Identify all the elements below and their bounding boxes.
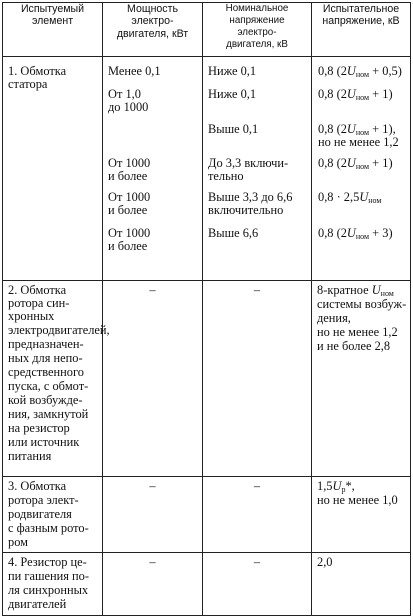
table-row (3, 57, 411, 281)
empty-dash: – (253, 479, 261, 493)
test-value: но не менее 1,2 (318, 135, 399, 149)
element-line: 4. Резистор це- (8, 555, 87, 569)
header-test-voltage: Испытательное напряжение, кВ (312, 3, 411, 57)
stator-subrows (103, 57, 411, 281)
element-line: родвигателя (8, 507, 72, 521)
element-line: ротора син- (8, 296, 70, 310)
empty-dash: – (149, 283, 156, 297)
element-line: электродвигателей, (8, 323, 110, 337)
voltage-value: До 3,3 включи- (208, 156, 289, 170)
element-line: средственного (8, 365, 84, 379)
empty-dash: – (149, 479, 156, 493)
element-line: ля синхронных (8, 583, 89, 597)
element-line: статора (8, 77, 48, 91)
voltage-value: Выше 3,3 до 6,6 (208, 190, 293, 204)
test-value: 0,8 $(2U_{ном} + 0,5)$ (318, 64, 402, 79)
power-cell (103, 281, 203, 477)
test-value: $1,5U_р*$, (317, 479, 355, 494)
element-cell (3, 477, 103, 553)
element-line: ния, замкнутой (8, 407, 89, 421)
test-value: и не более 2,8 (317, 339, 391, 353)
power-value: Менее 0,1 (108, 64, 161, 78)
element-line: двигателей (8, 597, 67, 611)
element-line: питания (8, 449, 52, 463)
power-value: до 1000 (108, 100, 149, 114)
voltage-cell (203, 553, 312, 616)
element-line: ротора элект- (8, 493, 79, 507)
voltage-value: Выше 0,1 (208, 122, 259, 136)
test-value: $0,8 \cdot 2,5U_{ном}$ (318, 190, 382, 205)
element-cell (3, 553, 103, 616)
element-line: 3. Обмотка (8, 479, 67, 493)
table-row (3, 477, 411, 553)
power-cell (103, 477, 203, 553)
element-line: с фазным рото- (8, 521, 89, 535)
element-line: или источник (8, 435, 80, 449)
element-line: на резистор (8, 421, 70, 435)
test-value: 0,8 $(2U_{ном} + 3)$ (318, 226, 393, 241)
power-value: От 1,0 (108, 87, 141, 101)
power-cell (103, 553, 203, 616)
element-line: хронных (8, 309, 55, 323)
test-value: 0,8 $(2U_{ном} + 1)$, (318, 122, 396, 137)
empty-dash: – (253, 283, 261, 297)
element-cell (3, 57, 103, 281)
empty-dash: – (149, 555, 156, 569)
voltage-cell (203, 281, 312, 477)
test-value: дения, (317, 311, 351, 325)
test-value: 0,8 $(2U_{ном} + 1)$ (318, 87, 393, 102)
test-value: но не менее 1,2 (317, 325, 398, 339)
element-line: пуска, с обмот- (8, 379, 89, 393)
element-cell (3, 281, 110, 477)
element-line: 1. Обмотка (8, 64, 67, 78)
element-line: кой возбужде- (8, 393, 83, 407)
test-cell (312, 477, 411, 553)
test-value: 0,8 $(2U_{ном} + 1)$ (318, 156, 393, 171)
empty-dash: – (253, 555, 261, 569)
header-row (3, 3, 411, 57)
power-value: От 1000 (108, 226, 151, 240)
power-value: и более (108, 203, 148, 217)
header-nominal-voltage: Номинальное напряжение электро- двигателя, кВ (203, 3, 312, 57)
test-value: 2,0 (317, 555, 333, 569)
test-cell (312, 553, 411, 616)
element-line: ром (8, 535, 28, 549)
voltage-value: Выше 6,6 (208, 226, 259, 240)
test-value: 8-кратное $U_{ном}$ (317, 283, 394, 298)
header-element: Испытуемый элемент (3, 3, 103, 57)
test-value: но не менее 1,0 (317, 493, 398, 507)
table-row (3, 281, 411, 477)
element-line: предназначен- (8, 337, 84, 351)
test-voltage-table (2, 2, 411, 616)
voltage-value: тельно (208, 169, 244, 183)
power-value: и более (108, 239, 148, 253)
voltage-cell (203, 477, 312, 553)
test-value: системы возбуж- (317, 297, 407, 311)
header-power: Мощность электро- двигателя, кВт (103, 3, 203, 57)
element-line: пи гашения по- (8, 569, 89, 583)
element-line: 2. Обмотка (8, 283, 67, 297)
voltage-value: Ниже 0,1 (208, 87, 257, 101)
element-line: ных для непо- (8, 351, 83, 365)
power-value: От 1000 (108, 190, 151, 204)
power-value: и более (108, 169, 148, 183)
table-row (3, 553, 411, 616)
voltage-value: Ниже 0,1 (208, 64, 257, 78)
voltage-value: включительно (208, 203, 284, 217)
test-cell (312, 281, 411, 477)
power-value: От 1000 (108, 156, 151, 170)
